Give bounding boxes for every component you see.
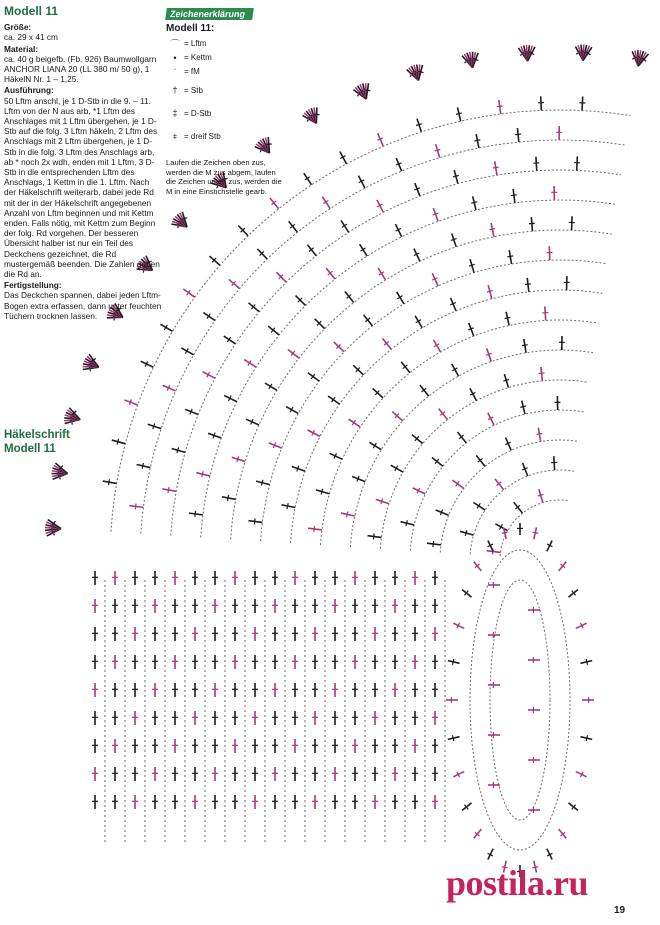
stitch-mark	[365, 90, 371, 91]
chain-arc	[321, 320, 598, 545]
stitch-mark	[493, 167, 499, 168]
chain-arc	[440, 440, 579, 553]
stitch-mark	[487, 291, 493, 293]
stitch-mark	[364, 315, 373, 326]
section-heading: Fertigstellung:	[4, 280, 62, 291]
stitch-mark	[515, 134, 521, 135]
stitch-mark	[473, 502, 485, 510]
stitch-mark	[462, 590, 471, 597]
stitch-mark	[538, 494, 544, 496]
stitch-mark	[270, 198, 279, 209]
chain-arc	[141, 140, 626, 534]
legend-label: = Lftm	[184, 39, 207, 48]
stitch-mark	[453, 175, 459, 177]
stitch-mark	[511, 195, 517, 196]
stitch-mark	[397, 292, 404, 304]
stitch-mark	[531, 217, 532, 231]
section-heading: Material:	[4, 43, 39, 54]
section-body: Das Deckchen spannen, dabei jeden Lftm-Bogen extra erfassen, dann unter feuchten Tüchern trocknen lassen.	[4, 290, 162, 321]
legend-label: = Stb	[184, 85, 203, 95]
stitch-mark	[183, 289, 194, 297]
stitch-mark	[308, 373, 319, 381]
oval-motif	[470, 550, 570, 850]
legend-item	[166, 66, 270, 77]
stitch-mark	[432, 457, 443, 466]
legend-title: Modell 11:	[166, 23, 215, 34]
section-material	[4, 44, 162, 85]
stitch-mark	[582, 97, 583, 111]
stitch-mark	[471, 202, 477, 203]
stitch-mark	[568, 803, 577, 810]
stitch-mark	[452, 480, 463, 488]
stitch-mark	[541, 367, 542, 381]
stitch-mark	[499, 100, 501, 114]
stitch-mark	[268, 326, 279, 335]
stitch-mark	[401, 362, 410, 373]
stitch-mark	[392, 412, 402, 421]
double-crochet-icon: †	[172, 85, 178, 95]
legend-item	[166, 103, 270, 123]
stitch-mark	[224, 336, 236, 344]
stitch-mark	[315, 319, 325, 329]
stitch-mark	[366, 83, 368, 99]
stitch-mark	[195, 511, 196, 517]
stitch-mark	[254, 518, 255, 524]
chain-stitch-icon: ⌒	[170, 39, 180, 49]
stitch-mark	[308, 528, 322, 530]
stitch-mark	[349, 419, 361, 427]
stitch-mark	[452, 735, 453, 741]
stitch-mark	[435, 149, 441, 151]
oval-motif	[490, 580, 550, 820]
instructions-column	[4, 6, 162, 322]
stitch-mark	[568, 590, 577, 597]
stitch-mark	[517, 128, 518, 142]
stitch-mark	[514, 502, 523, 513]
stitch-mark	[462, 803, 471, 810]
stitch-mark	[168, 487, 169, 493]
stitch-mark	[536, 433, 542, 434]
stitch-mark	[314, 526, 315, 532]
stitch-mark	[248, 521, 262, 523]
stitch-mark	[304, 173, 312, 185]
chain-arc	[261, 260, 607, 541]
stitch-mark	[456, 113, 462, 114]
legend-label: = fM	[184, 67, 200, 76]
stitch-mark	[341, 220, 349, 232]
stitch-mark	[129, 506, 143, 508]
section-heading: Größe:	[4, 22, 32, 33]
section-body: ca. 29 x 41 cm	[4, 32, 58, 43]
stitch-mark	[373, 533, 374, 539]
section-finishing	[4, 280, 162, 321]
watermark: postila.ru	[446, 863, 589, 903]
stitch-mark	[135, 503, 136, 509]
stitch-mark	[522, 345, 528, 346]
legend-label: = D-Stb	[184, 108, 212, 118]
treble-crochet-icon: ‡	[172, 108, 178, 118]
stitch-mark	[360, 244, 368, 256]
stitch-mark	[382, 338, 391, 349]
legend-note: Laufen die Zeichen oben zus, werden die M zus abgem, laufen die Zeichen unten zus, werden die M in eine Einstichstelle gearb.	[166, 158, 282, 196]
stitch-mark	[289, 221, 298, 232]
stitch-mark	[469, 264, 475, 266]
stitch-mark	[373, 388, 383, 397]
symbol-legend	[166, 8, 282, 196]
stitch-mark	[321, 489, 323, 495]
stitch-mark	[322, 197, 330, 209]
stitch-mark	[202, 471, 203, 477]
stitch-mark	[326, 268, 335, 279]
chart-model-line: Modell 11	[4, 443, 56, 455]
stitch-mark	[287, 503, 288, 509]
section-body: ca. 40 g beigefb. (Fb. 926) Baumwollgarn ANCHOR LIANA 20 (LL 380 m/ 50 g), 1 HäkelN Nr. 1 – 1,25.	[4, 53, 157, 85]
stitch-mark	[117, 439, 119, 445]
stitch-mark	[474, 140, 480, 141]
stitch-mark	[495, 479, 504, 490]
stitch-mark	[228, 495, 229, 501]
stitch-mark	[328, 396, 339, 404]
chart-title	[4, 428, 70, 456]
stitch-mark	[427, 543, 441, 545]
stitch-mark	[439, 409, 448, 420]
stitch-mark	[503, 379, 509, 381]
stitch-mark	[238, 226, 248, 236]
stitch-mark	[142, 463, 143, 469]
stitch-mark	[513, 189, 515, 203]
stitch-mark	[276, 272, 286, 282]
stitch-mark	[497, 106, 503, 107]
stitch-mark	[347, 511, 348, 517]
slip-stitch-icon: •	[173, 52, 177, 63]
stitch-mark	[541, 96, 542, 110]
chain-arc	[201, 200, 617, 537]
stitch-mark	[536, 157, 537, 171]
stitch-mark	[539, 373, 545, 374]
stitch-mark	[527, 278, 529, 292]
double-treble-icon: ⧧	[172, 130, 178, 141]
stitch-mark	[452, 659, 453, 665]
chain-arc	[231, 230, 612, 539]
stitch-mark	[476, 455, 485, 466]
stitch-mark	[378, 268, 385, 280]
stitch-mark	[457, 432, 466, 443]
stitch-mark	[288, 349, 299, 358]
stitch-mark	[545, 306, 546, 320]
stitch-mark	[345, 292, 354, 303]
stitch-mark	[353, 365, 363, 375]
stitch-mark	[586, 659, 587, 665]
stitch-mark	[296, 296, 306, 306]
legend-item	[166, 126, 270, 146]
stitch-mark	[412, 435, 423, 444]
stitch-mark	[261, 480, 263, 486]
stitch-mark	[525, 284, 531, 285]
stitch-mark	[554, 456, 555, 470]
stitch-mark	[406, 520, 407, 526]
stitch-mark	[189, 513, 203, 515]
stitch-mark	[577, 156, 578, 170]
stitch-mark	[433, 541, 434, 547]
stitch-mark	[368, 536, 382, 538]
stitch-mark	[237, 456, 239, 462]
stitch-mark	[177, 447, 179, 453]
section-body: 50 Lftm anschl, je 1 D-Stb in die 9. – 11. Lftm von der N aus arb, *1 Lftm des Anschlages mit 1 Lftm übergehen, je 1 D-Stb auf die folg. 3 Lftm häkeln, 2 Lftm des Anschlags mit 2 Lftm übergehen, je 1 D-Stb in die folg. 3 Lftm des Anschlags arb, ab * noch 2x wdh, enden mit 1 Lftm, 3 D-Stb in die entsprechenden Lftm des Anschlags, 1 Kettm in die 1. Lftm. Nach der Häkelschrift weiterarb, dabei jede Rd mit der in der Häkelschrift angegebenen Anzahl von Lftm beginnen und mit Kettm enden. Falls nötig, mit Kettm zum Beginn der folg. Rd vorgehen. Der besseren Übersicht halber ist nur ein Teil des Deckchens gezeichnet, die Rd mustergemäß beenden. Die Zahlen geben die Rd an.	[4, 95, 160, 280]
legend-label: = Kettm	[184, 53, 212, 62]
stitch-mark	[586, 735, 587, 741]
section-execution	[4, 85, 162, 279]
stitch-mark	[248, 303, 259, 312]
stitch-mark	[334, 342, 344, 352]
stitch-mark	[489, 229, 495, 230]
stitch-mark	[420, 385, 429, 396]
stitch-mark	[244, 360, 256, 368]
model-title: Modell 11	[4, 4, 59, 18]
stitch-mark	[465, 530, 467, 536]
page-number: 19	[614, 905, 626, 916]
legend-item	[166, 52, 270, 63]
legend-label: = dreif Stb	[184, 131, 221, 141]
chain-arc	[500, 500, 569, 556]
legend-item	[166, 80, 270, 100]
stitch-mark	[203, 313, 215, 321]
chain-arc	[350, 350, 593, 547]
stitch-mark	[505, 317, 511, 318]
stitch-mark	[229, 279, 240, 288]
legend-item	[166, 38, 270, 49]
stitch-mark	[532, 532, 538, 533]
section-heading: Ausführung:	[4, 85, 54, 96]
stitch-mark	[209, 256, 220, 265]
single-crochet-icon: ˈ	[173, 66, 177, 77]
stitch-mark	[507, 256, 513, 257]
section-size	[4, 22, 162, 42]
chart-title-line: Häkelschrift	[4, 429, 70, 441]
stitch-mark	[108, 479, 109, 485]
chain-arc	[291, 290, 603, 543]
stitch-mark	[257, 249, 267, 259]
stitch-mark	[369, 442, 381, 449]
stitch-mark	[307, 245, 316, 256]
legend-header: Zeichenerklärung	[165, 8, 254, 20]
stitch-mark	[520, 406, 526, 407]
